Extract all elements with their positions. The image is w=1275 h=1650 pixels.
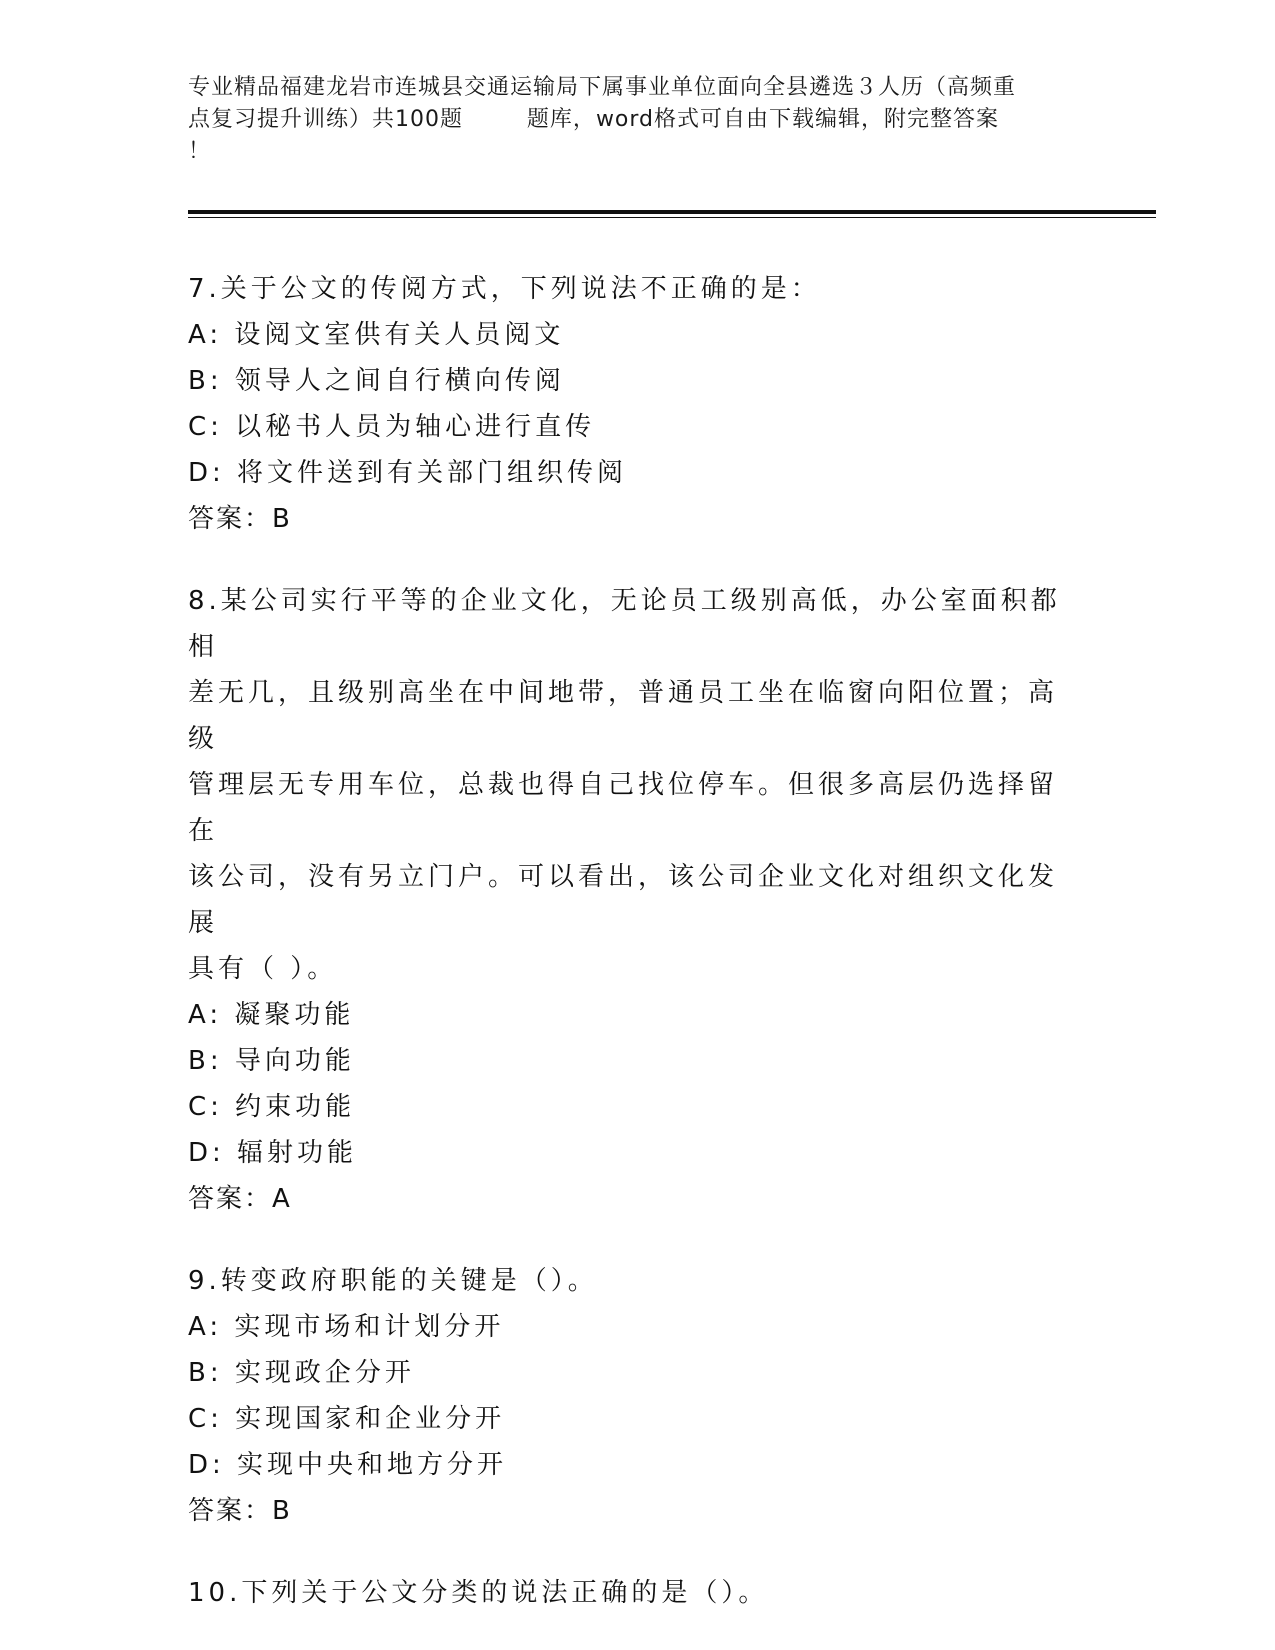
option-a: A: 设阅文室供有关人员阅文 [188, 320, 565, 350]
question-8 [188, 578, 1068, 1222]
question-list [188, 266, 1068, 1616]
option-b: B: 实现政企分开 [188, 1358, 415, 1388]
question-10 [188, 1570, 1068, 1616]
option-c: C: 以秘书人员为轴心进行直传 [188, 412, 596, 442]
header-line-1: 专业精品福建龙岩市连城县交通运输局下属事业单位面向全县遴选３人历（高频重 [188, 75, 1017, 100]
option-b: B: 领导人之间自行横向传阅 [188, 366, 565, 396]
question-stem-line: 管理层无专用车位，总裁也得自己找位停车。但很多高层仍选择留在 [188, 770, 1059, 846]
header-line-3: ！ [188, 139, 212, 164]
question-stem-line: 差无几，且级别高坐在中间地带，普通员工坐在临窗向阳位置；高级 [188, 678, 1059, 754]
document-header [188, 72, 1088, 168]
option-c: C: 约束功能 [188, 1092, 356, 1122]
question-7 [188, 266, 1068, 542]
header-divider-thick [188, 210, 1156, 214]
option-a: A: 凝聚功能 [188, 1000, 355, 1030]
header-line-2: 点复习提升训练）共100题 题库，word格式可自由下载编辑，附完整答案 [188, 107, 1000, 132]
question-stem-line: 8.某公司实行平等的企业文化，无论员工级别高低，办公室面积都相 [188, 586, 1061, 662]
question-stem: 9.转变政府职能的关键是（）。 [188, 1266, 598, 1296]
option-d: D: 辐射功能 [188, 1138, 358, 1168]
question-stem-line: 该公司，没有另立门户。可以看出，该公司企业文化对组织文化发展 [188, 862, 1059, 938]
question-9 [188, 1258, 1068, 1534]
option-c: C: 实现国家和企业分开 [188, 1404, 506, 1434]
answer: 答案：A [188, 1184, 292, 1214]
option-d: D: 实现中央和地方分开 [188, 1450, 508, 1480]
option-a: A: 实现市场和计划分开 [188, 1312, 505, 1342]
header-divider-thin [188, 217, 1156, 218]
question-stem-line: 具有（ ）。 [188, 954, 338, 984]
option-b: B: 导向功能 [188, 1046, 355, 1076]
option-d: D: 将文件送到有关部门组织传阅 [188, 458, 628, 488]
question-stem: 7.关于公文的传阅方式，下列说法不正确的是： [188, 274, 821, 304]
question-stem: 10.下列关于公文分类的说法正确的是（）。 [188, 1578, 769, 1608]
answer: 答案：B [188, 1496, 292, 1526]
answer: 答案：B [188, 504, 292, 534]
